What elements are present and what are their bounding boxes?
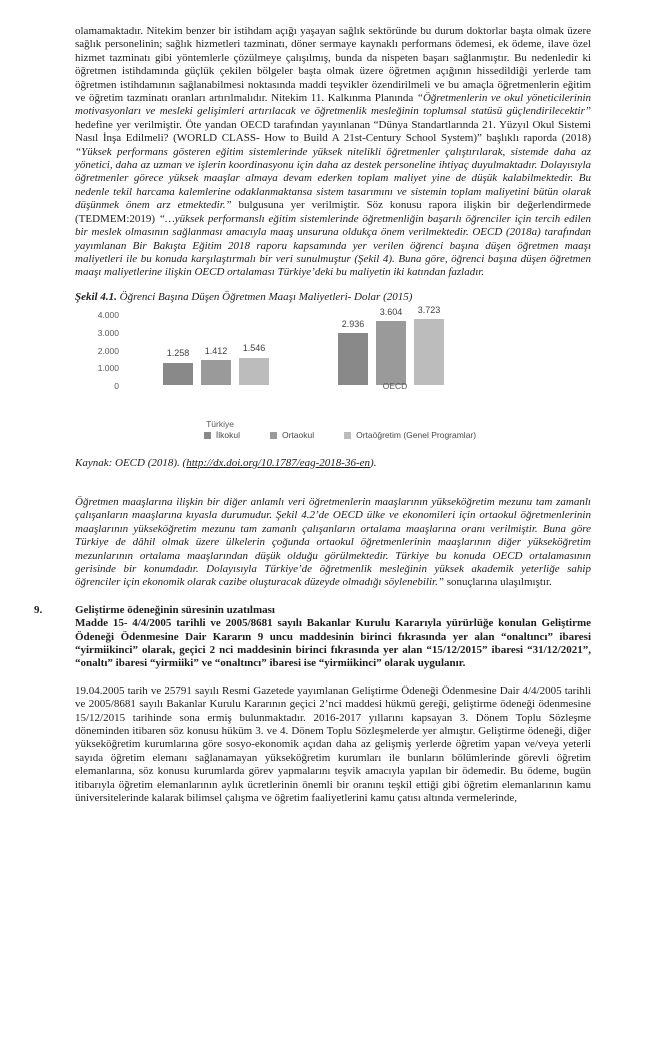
legend-swatch-icon — [270, 432, 277, 439]
y-axis-tick: 4.000 — [97, 310, 119, 321]
bar-value-label: 3.723 — [417, 304, 441, 315]
bar-value-label: 3.604 — [379, 306, 403, 317]
chart-group-oecd — [338, 304, 452, 391]
paragraph-development-allowance: 19.04.2005 tarih ve 25791 sayılı Resmi Gazetede yayımlanan Geliştirme Ödeneği Ödenmesine Dair 4/4/2005 tarihli ve 2005/8681 sayılı Bakanlar Kurulu Kararının geçici 2’nci maddesi hükmü gereği, geliştirme ödeneği ödenmesine 15/12/2015 tarihinde sona ermiş bulunmaktadır. 2016-2017 yıllarını kapsayan 3. Dönem Toplu Sözleşme döneminden itibaren söz konusu hüküm 3. ve 4. Dönem Toplu Sözleşmelerde yer almıştır. Geliştirme ödeneği, diğer yükseköğretim kurumlarına göre sosyo-ekonomik açıdan daha az gelişmiş yerlerde öğretim yapan ve/veya yeterli sayıda öğretim elemanı sağlanamayan yükseköğretim kurumları ile bunların bölümlerinde görevli öğretim elemanlarına, söz konusu kurumlarda görev yapmalarını teşvik amacıyla yapılan bir ödemedir. Bu ödeme, bugün itibarıyla öğretim elemanlarının aylık ücretlerinin önemli bir oranını teşkil ettiği gibi öğretim elemanlarının kamu üniversitelerinde kalarak bilimsel çalışma ve öğretim faaliyetlerini kamu çatısı altında vermelerinde, — [75, 684, 591, 805]
text-run: Öğretmen maaşlarına ilişkin bir diğer anlamlı veri öğretmenlerin maaşlarının yükseköğretim mezunu tam zamanlı çalışanların maaşlarına kıyasla durumudur. Şekil 4.2’de OECD ülke ve ekonomileri için ortaokul öğretmenlerinin maaşlarının yükseköğretim mezunu tam zamanlı çalışanların ortalama maaşlarına oranı verilmiştir. Buna göre Türkiye de dâhil olmak üzere ülkelerin çoğunda ortaokul öğretmenlerinin maaşlarının diğer yükseköğretim mezunlarının ortalama maaşlarından düşük olduğu görülmektedir. Türkiye bu konuda OECD ortalamasının gerisinde bir konumdadır. Dolayısıyla Türkiye’de öğretmenlik mesleğinin yüksek akademik yeterliğe sahip öğrenciler için ekonomik olarak cazibe oluşturacak düzeyde olmadığı söylenebilir.” — [75, 495, 591, 589]
y-axis-tick: 2.000 — [97, 345, 119, 356]
x-category-label: Türkiye — [206, 419, 234, 430]
text-run: hedefine yer verilmiştir. Öte yandan OECD tarafından yayınlanan “Dünya Standartlarında 21. Yüzyıl Okul Sistemi Nasıl İnşa Edilmeli? (WORLD CLASS- How to Build A 21st-Century School System)” başlıklı raporda (2018) — [75, 118, 591, 145]
legend-label: Ortaokul — [281, 430, 315, 441]
bar-oecd — [376, 321, 406, 385]
text-run: “Yüksek performans gösteren eğitim sistemlerinde yüksek nitelikli öğretmenler çalıştırılarak, sistemde daha az yönetici, daha az uzman ve işlerin koordinasyonu için daha az destek personeline ihtiyaç duyulmaktadır. Dolayısıyla öğretmenler görece yüksek maaşlar almaya devam ederken toplam maliyet yine de düşük kalabilmektedir. Bu nedenle tekil harcama kalemlerine odaklanmaktansa sistem tasarımını ve sistemin toplam maliyetini bütün olarak düşünmek önem arz etmektedir.” — [75, 145, 591, 212]
bar-value-label: 1.546 — [242, 343, 266, 354]
section-9-article-text: Madde 15- 4/4/2005 tarihli ve 2005/8681 sayılı Bakanlar Kurulu Kararıyla yürürlüğe konulan Geliştirme Ödeneği Ödenmesine Dair Kararın 9 uncu maddesinin birinci fıkrasında yer alan “onaltıncı” ibaresi “yirmiikinci” olarak, geçici 2 nci maddesinin birinci fıkrasında yer alan “15/12/2015” ibaresi “31/12/2021”, “onaltı” ibaresi “yirmiiki” ve “onaltıncı” ibaresi ise “yirmiikinci” olarak uygulanır. — [75, 617, 591, 670]
legend-label: İlkokul — [215, 430, 240, 441]
section-9-content — [75, 604, 591, 671]
source-doi-link[interactable]: http://dx.doi.org/10.1787/eag-2018-36-en — [186, 456, 371, 469]
bar-türkiye — [201, 360, 231, 385]
text-run: Şekil 4.1. — [75, 290, 117, 303]
bar-column — [414, 304, 444, 386]
section-9 — [34, 604, 591, 671]
x-category-label: OECD — [382, 380, 408, 391]
bar-column — [239, 342, 269, 385]
figure-title — [75, 291, 591, 304]
bar-oecd — [338, 333, 368, 385]
text-run: sonuçlarına ulaşılmıştır. — [443, 576, 552, 589]
text-run: ). — [370, 456, 377, 469]
chart-y-axis — [87, 310, 123, 392]
paragraph-employment-incentives — [75, 25, 591, 280]
text-run: “…yüksek performanslı eğitim sistemlerinde öğretmenliğin başarılı öğrenciler için tercih edilen bir meslek olmasının sağlanması amacıyla maaş unsuruna oldukça önem verilmektedir. OECD (2018a) tarafından yayımlanan Bir Bakışta Eğitim 2018 raporu kapsamında yer verilen öğrenci başına düşen öğretmen maaşı maliyetleri ile bu konuda karşılaştırmalı bir veri sunulmuştur (Şekil 4). Buna göre, öğrenci başına düşen öğretmen maaşı maliyetlerine ilişkin OECD ortalaması Türkiye’deki bu maliyetin iki katından fazladır. — [75, 212, 591, 279]
bar-value-label: 2.936 — [341, 318, 365, 329]
text-run: Kaynak: OECD (2018). ( — [75, 456, 187, 469]
legend-swatch-icon — [344, 432, 351, 439]
figure-source — [75, 457, 591, 470]
legend-swatch-icon — [204, 432, 211, 439]
bar-türkiye — [163, 363, 193, 385]
bar-column — [376, 306, 406, 385]
bar-column — [163, 347, 193, 385]
chart-group-türkiye — [163, 342, 277, 430]
section-9-heading: Geliştirme ödeneğinin süresinin uzatılması — [75, 603, 275, 616]
y-axis-tick: 3.000 — [97, 327, 119, 338]
bar-column — [338, 318, 368, 386]
y-axis-tick: 0 — [114, 381, 119, 392]
bar-türkiye — [239, 358, 269, 385]
bar-column — [201, 345, 231, 386]
bar-value-label: 1.258 — [166, 348, 190, 359]
bar-oecd — [414, 319, 444, 385]
text-run: Öğrenci Başına Düşen Öğretmen Maaşı Maliyetleri- Dolar (2015) — [116, 290, 413, 303]
text-run: “Öğretmenlerin ve okul yöneticilerinin motivasyonları ve mesleki gelişimleri artırılacak ve öğretmenlik mesleğinin toplumsal statüsü güçlendirilecektir” — [75, 92, 592, 118]
legend-item — [344, 429, 476, 442]
section-9-number: 9. — [34, 603, 43, 616]
text-run: bulgusuna yer verilmiştir. Söz konusu rapora ilişkin bir değerlendirmede (TEDMEM:2019) — [75, 199, 591, 225]
figure-4-1 — [75, 291, 591, 470]
paragraph-salary-comparison — [75, 496, 591, 590]
y-axis-tick: 1.000 — [97, 363, 119, 374]
chart-plot-area — [133, 304, 591, 430]
text-run: olamamaktadır. Nitekim benzer bir istihdam açığı yaşayan sağlık sektöründe bu durum doktorlar başta olmak üzere sağlık personelinin; sağlık hizmetleri tazminatı, döner sermaye kaynaklı performans ödemesi, ek ödeme, ilave özel hizmet tazminatı gibi yöntemlerle çözülmeye çalışılmış, bunda da nispeten başarı sağlanmıştır. Bu nedenledir ki öğretmen istihdamında güçlük çekilen bölgeler başta olmak üzere öğretmen açığının hissedildiği yerlerde tam öğretmen istihdamının sağlanabilmesi noktasında maddi teşvikler özendirilmeli ve bu amaçla öğretmenlerin eğitim ve öğretim tazminatı oranları artırılmalıdır. Nitekim 11. Kalkınma Planında — [75, 25, 591, 105]
legend-label: Ortaöğretim (Genel Programlar) — [356, 430, 477, 441]
teacher-salary-bar-chart — [87, 304, 591, 430]
bar-value-label: 1.412 — [204, 345, 228, 356]
